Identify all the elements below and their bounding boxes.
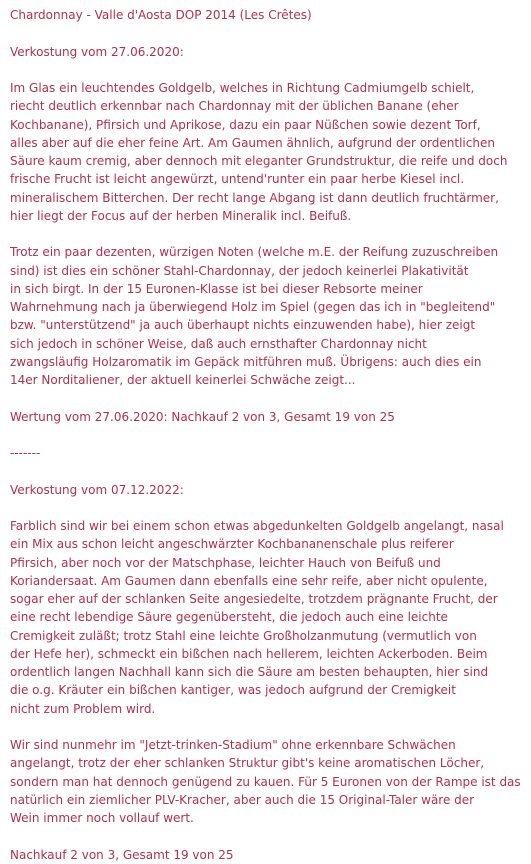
tasting-1-paragraph-2 [10,243,523,389]
text-line: ordentlich langen Nachhall kann sich die Säure am besten behaupten, hier sind [10,665,489,679]
separator [10,444,523,462]
text-line: riecht deutlich erkennbar nach Chardonnay mit der üblichen Banane (eher [10,99,459,114]
text-line: in sich birgt. In der 15 Euronen-Klasse ist bei dieser Rebsorte meiner [10,281,423,296]
text-line: 14er Norditaliener, der aktuell keinerlei Schwäche zeigt... [10,373,356,387]
text-line: hier liegt der Focus auf der herben Mineralik incl. Beifuß. [10,208,352,223]
text-line: nicht zum Problem wird. [10,701,156,716]
text-line: Im Glas ein leuchtendes Goldgelb, welches in Richtung Cadmiumgelb schielt, [10,81,475,95]
wine-title-text: Chardonnay - Valle d'Aosta DOP 2014 (Les Crêtes) [10,8,312,22]
tasting-1-heading-text: Verkostung vom 27.06.2020: [10,44,184,59]
tasting-2-rating [10,846,523,864]
text-line: sind) ist dies ein schöner Stahl-Chardonnay, der jedoch keinerlei Plakativität [10,263,469,278]
text-line: zwangsläufig Holzaromatik im Gepäck mitführen muß. Übrigens: auch dies ein [10,354,482,369]
text-line: ein Mix aus schon leicht angeschwärzter Kochbananenschale plus reiferer [10,537,454,552]
text-line: Farblich sind wir bei einem schon etwas abgedunkelten Goldgelb angelangt, nasal [10,519,504,533]
separator-text: ------- [10,446,41,460]
text-line: bzw. "unterstützend" ja auch überhaupt nichts einzuwenden habe), hier zeigt [10,318,476,333]
tasting-2-rating-text: Nachkauf 2 von 3, Gesamt 19 von 25 [10,847,234,862]
wine-title [10,6,523,24]
text-line: natürlich ein ziemlicher PLV-Kracher, aber auch die 15 Original-Taler wäre der [10,792,475,807]
text-line: sich jedoch in schöner Weise, daß auch ernsthafter Chardonnay nicht [10,336,427,351]
text-line: Kochbanane), Pfirsich und Aprikose, dazu ein paar Nüßchen sowie dezent Torf, [10,117,481,132]
tasting-1-paragraph-1 [10,79,523,225]
text-line: angelangt, trotz der eher schlanken Struktur gibt's keine aromatischen Löcher, [10,756,485,771]
text-line: die o.g. Kräuter ein bißchen kantiger, was jedoch aufgrund der Cremigkeit [10,683,456,698]
text-line: frische Frucht ist leicht angewürzt, untend'runter ein paar herbe Kiesel incl. [10,172,465,187]
text-line: Cremigkeit zuläßt; trotz Stahl eine leichte Großholzanmutung (vermutlich von [10,628,477,643]
tasting-1-heading [10,43,523,61]
tasting-1-rating-text: Wertung vom 27.06.2020: Nachkauf 2 von 3, Gesamt 19 von 25 [10,409,395,424]
text-line: mineralischem Bitterchen. Der recht lange Abgang ist dann deutlich fruchtärmer, [10,190,499,205]
text-line: Pfirsich, aber noch vor der Matschphase, leichter Hauch von Beifuß und [10,555,441,570]
text-line: Koriandersaat. Am Gaumen dann ebenfalls eine sehr reife, aber nicht opulente, [10,573,488,588]
text-line: Wir sind nunmehr im "Jetzt-trinken-Stadium" ohne erkennbare Schwächen [10,738,456,752]
tasting-2-paragraph-2 [10,736,523,827]
text-line: sogar eher auf der schlanken Seite angesiedelte, trotzdem prägnante Frucht, der [10,592,498,606]
text-line: Säure kaum cremig, aber dennoch mit eleganter Grundstruktur, die reife und doch [10,154,508,168]
tasting-2-heading-text: Verkostung vom 07.12.2022: [10,482,184,497]
tasting-2-heading [10,481,523,499]
text-line: sondern man hat dennoch genügend zu kauen. Für 5 Euronen von der Rampe ist das [10,774,521,789]
text-line: Wein immer noch vollauf wert. [10,811,194,825]
tasting-2-paragraph-1 [10,517,523,718]
text-line: eine recht lebendige Säure gegenübersteht, die jedoch auch eine leichte [10,610,448,625]
text-line: Trotz ein paar dezenten, würzigen Noten (welche m.E. der Reifung zuzuschreiben [10,245,499,260]
text-line: Wahrnehmung nach ja überwiegend Holz im Spiel (gegen das ich in "begleitend" [10,300,496,314]
tasting-1-rating [10,408,523,426]
text-line: der Hefe her), schmeckt ein bißchen nach hellerem, leichten Ackerboden. Beim [10,646,488,661]
text-line: alles aber auf die eher feine Art. Am Gaumen ähnlich, aufgrund der ordentlichen [10,135,495,150]
